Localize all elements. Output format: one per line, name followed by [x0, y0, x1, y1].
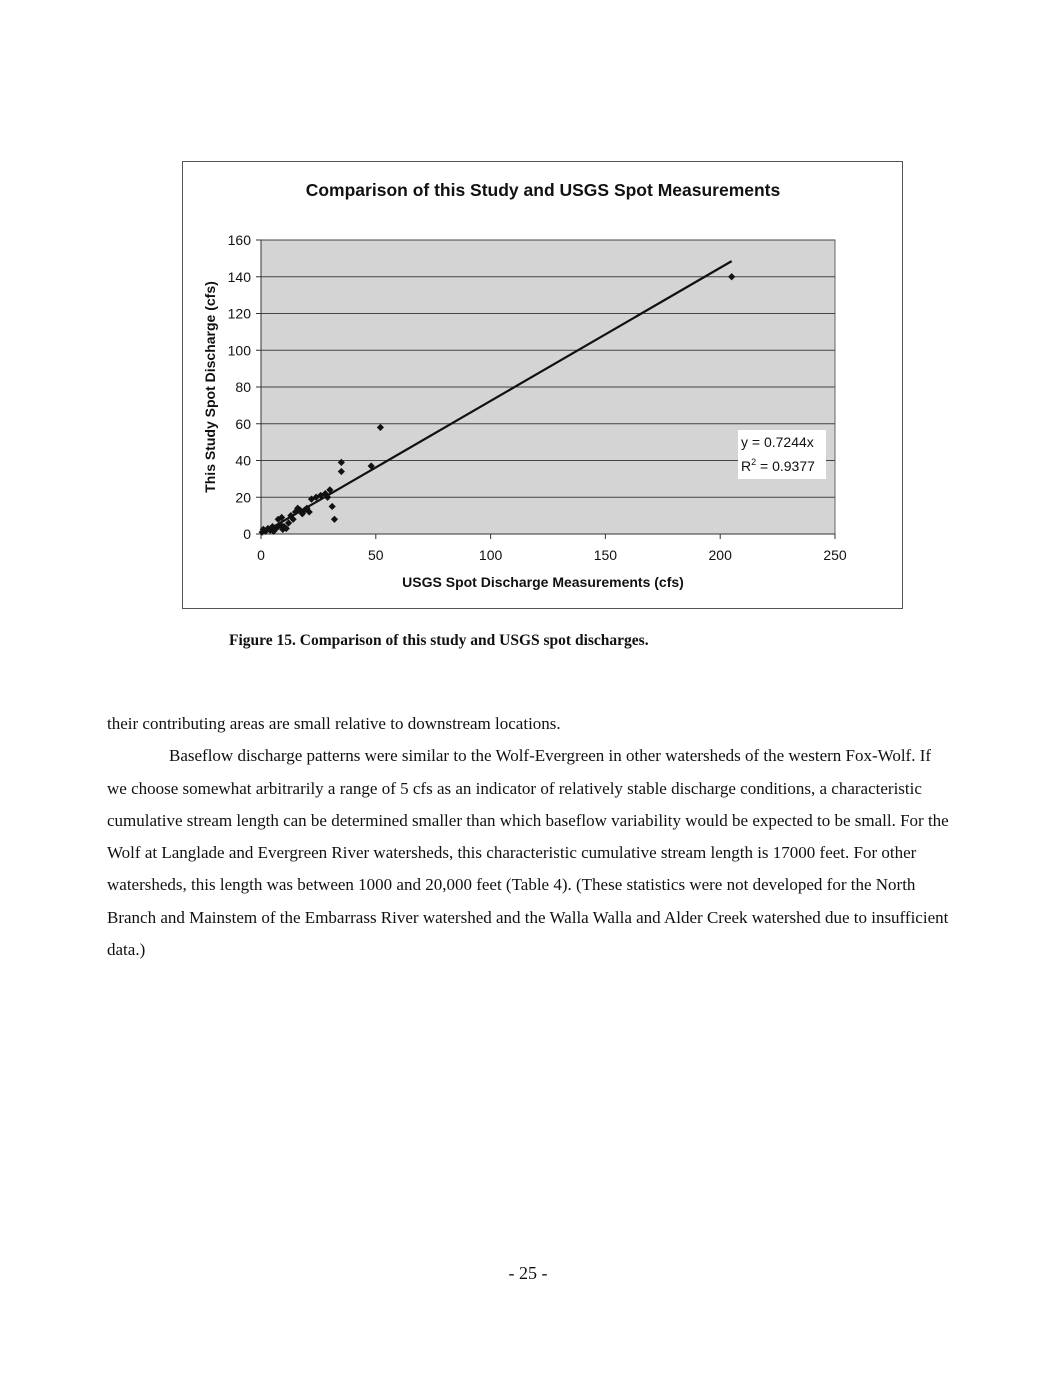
x-tick-label: 50 — [368, 547, 384, 563]
x-axis-label: USGS Spot Discharge Measurements (cfs) — [402, 574, 684, 590]
y-tick-label: 40 — [235, 452, 251, 469]
paragraph-2: Baseflow discharge patterns were similar to the Wolf-Evergreen in other watersheds of the western Fox-Wolf. If we choose somewhat arbitrarily a range of 5 cfs as an indicator of relatively stable discharge conditions, a characteristic cumulative stream length can be determined smaller than which baseflow variability would be expected to be small. For the Wolf at Langlade and Evergreen River watersheds, this characteristic cumulative stream length is 17000 feet. For other watersheds, this length was between 1000 and 20,000 feet (Table 4). (These statistics were not developed for the North Branch and Mainstem of the Embarrass River watershed and the Walla Walla and Alder Creek watershed due to insufficient data.) — [107, 746, 949, 960]
x-tick-label: 200 — [708, 547, 732, 563]
x-tick-label: 0 — [257, 547, 265, 563]
x-tick-label: 250 — [823, 547, 847, 563]
x-tick-label: 150 — [593, 547, 618, 563]
r-squared-letter: R — [741, 458, 752, 474]
paragraph-1: their contributing areas are small relative to downstream locations. — [107, 714, 561, 733]
y-tick-label: 100 — [227, 342, 251, 359]
y-tick-label: 0 — [243, 526, 251, 542]
page-number: - 25 - — [508, 1263, 548, 1283]
body-text — [107, 708, 953, 966]
y-tick-label: 20 — [235, 489, 251, 506]
y-tick-label: 140 — [227, 268, 251, 285]
figure-caption: Figure 15. Comparison of this study and USGS spot discharges. — [229, 632, 649, 649]
y-tick-label: 80 — [235, 379, 251, 395]
x-tick-label: 100 — [478, 547, 503, 563]
y-tick-label: 160 — [227, 232, 251, 248]
y-tick-label: 120 — [227, 305, 251, 322]
scatter-chart — [182, 161, 903, 609]
y-tick-label: 60 — [235, 415, 251, 432]
chart-title: Comparison of this Study and USGS Spot Measurements — [305, 180, 781, 200]
r-squared-exp: 2 — [751, 457, 757, 467]
y-axis-label: This Study Spot Discharge (cfs) — [202, 281, 218, 493]
chart-svg — [183, 162, 902, 608]
r-squared-value: = 0.9377 — [756, 458, 815, 474]
trendline-equation: y = 0.7244x — [741, 434, 814, 450]
